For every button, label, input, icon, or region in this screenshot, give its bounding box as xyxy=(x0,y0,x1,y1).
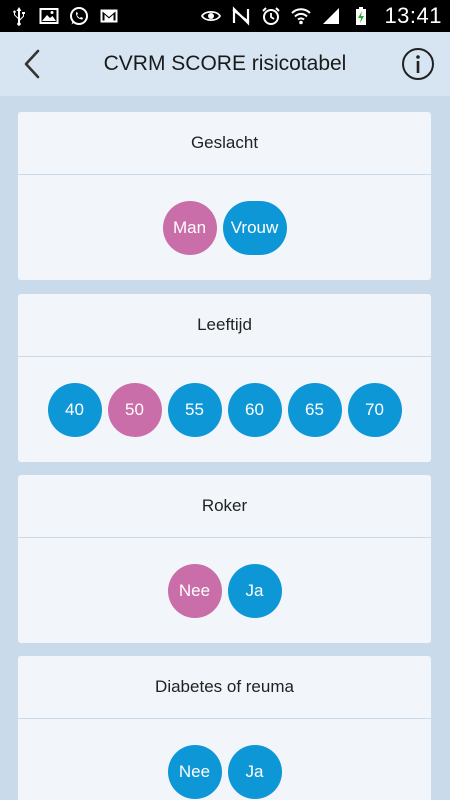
option-age-65[interactable]: 65 xyxy=(288,383,342,437)
back-button[interactable] xyxy=(14,46,50,82)
section-diabetes xyxy=(18,656,431,800)
status-bar-right xyxy=(200,3,442,29)
section-title: Roker xyxy=(18,475,431,538)
section-roker xyxy=(18,475,431,643)
option-age-55[interactable]: 55 xyxy=(168,383,222,437)
section-title: Geslacht xyxy=(18,112,431,175)
section-title: Diabetes of reuma xyxy=(18,656,431,719)
info-button[interactable] xyxy=(400,46,436,82)
option-age-70[interactable]: 70 xyxy=(348,383,402,437)
whatsapp-icon xyxy=(68,5,90,27)
section-geslacht xyxy=(18,112,431,280)
nfc-icon xyxy=(230,5,252,27)
section-leeftijd xyxy=(18,294,431,462)
alarm-icon xyxy=(260,5,282,27)
option-diabetes-nee[interactable]: Nee xyxy=(168,745,222,799)
usb-icon xyxy=(8,5,30,27)
wifi-icon xyxy=(290,5,312,27)
option-age-60[interactable]: 60 xyxy=(228,383,282,437)
info-icon xyxy=(401,47,435,81)
risk-form xyxy=(0,96,450,800)
option-age-40[interactable]: 40 xyxy=(48,383,102,437)
battery-charging-icon xyxy=(350,5,372,27)
chevron-left-icon xyxy=(21,49,43,79)
signal-icon xyxy=(320,5,342,27)
section-title: Leeftijd xyxy=(18,294,431,357)
page-title: CVRM SCORE risicotabel xyxy=(103,52,347,75)
option-man[interactable]: Man xyxy=(163,201,217,255)
eye-icon xyxy=(200,5,222,27)
option-age-50[interactable]: 50 xyxy=(108,383,162,437)
option-group xyxy=(18,357,431,462)
image-icon xyxy=(38,5,60,27)
status-time: 13:41 xyxy=(384,3,442,28)
option-group xyxy=(18,175,431,280)
option-vrouw[interactable]: Vrouw xyxy=(223,201,287,255)
option-roker-nee[interactable]: Nee xyxy=(168,564,222,618)
option-roker-ja[interactable]: Ja xyxy=(228,564,282,618)
gmail-icon xyxy=(98,5,120,27)
option-group xyxy=(18,719,431,800)
option-group xyxy=(18,538,431,643)
app-header xyxy=(0,32,450,96)
status-bar xyxy=(0,0,450,32)
status-bar-left xyxy=(8,5,120,27)
option-diabetes-ja[interactable]: Ja xyxy=(228,745,282,799)
